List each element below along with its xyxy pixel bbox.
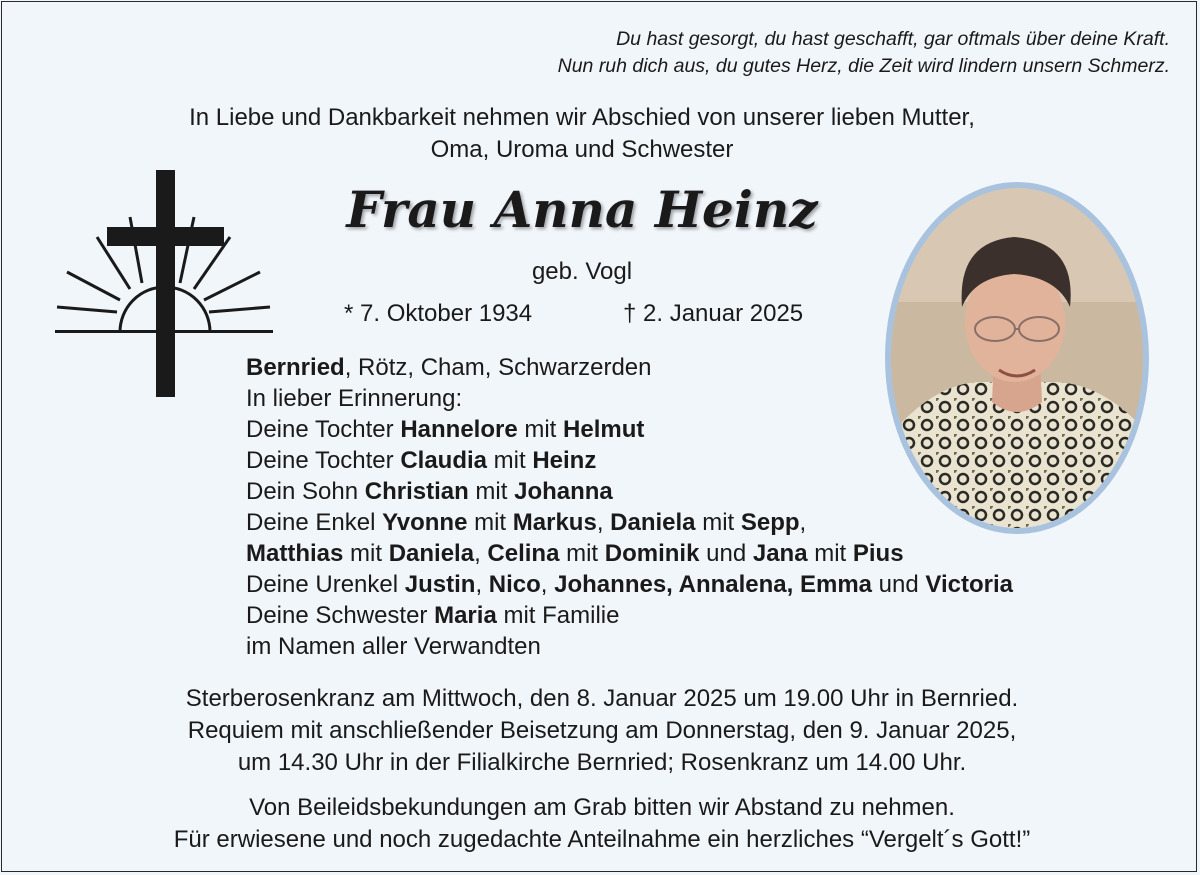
poem-line-1: Du hast gesorgt, du hast geschafft, gar oftmals über deine Kraft. <box>616 28 1170 50</box>
poem <box>558 26 1170 80</box>
person-name: Markus <box>512 509 597 536</box>
family-line <box>246 569 1013 600</box>
connector-text: , <box>799 509 807 536</box>
person-name: Helmut <box>563 416 645 443</box>
person-name: Pius <box>852 540 904 567</box>
birth-date: * 7. Oktober 1934 <box>344 300 533 327</box>
connector-text: mit <box>487 447 533 474</box>
intro-text <box>42 102 1122 166</box>
memory-heading: In lieber Erinnerung: <box>246 385 463 412</box>
connector-text: mit <box>343 540 389 567</box>
person-name: Matthias <box>246 540 344 567</box>
person-name: Celina <box>487 540 560 567</box>
connector-text: mit Familie <box>496 602 620 629</box>
person-name: Justin <box>404 571 476 598</box>
death-date: † 2. Januar 2025 <box>623 300 804 327</box>
connector-text: , <box>540 571 555 598</box>
person-name: Daniela <box>388 540 475 567</box>
family-list <box>246 352 1013 662</box>
deceased-name: Frau Anna Heinz <box>346 180 818 239</box>
person-name: Johannes, Annalena, Emma <box>554 571 873 598</box>
family-line <box>246 414 1013 445</box>
place-bold: Bernried <box>246 354 345 381</box>
closing-note <box>42 792 1162 856</box>
family-line <box>246 383 1013 414</box>
person-name: Heinz <box>532 447 597 474</box>
connector-text: , <box>474 540 488 567</box>
service-line-3: um 14.30 Uhr in der Filialkirche Bernried; Rosenkranz um 14.00 Uhr. <box>237 749 967 776</box>
closing-line-1: Von Beileidsbekundungen am Grab bitten wir Abstand zu nehmen. <box>249 794 955 821</box>
places-text: , Rötz, Cham, Schwarzerden <box>344 354 652 381</box>
person-name: Daniela <box>610 509 696 536</box>
connector-text: mit <box>468 478 515 505</box>
family-line <box>246 507 1013 538</box>
relation-text: Dein Sohn <box>246 478 365 505</box>
person-name: Jana <box>752 540 808 567</box>
obituary-card <box>1 1 1197 872</box>
person-name: Victoria <box>925 571 1014 598</box>
connector-text: , <box>475 571 489 598</box>
person-name: Christian <box>364 478 469 505</box>
cross-with-rising-sun-icon <box>52 167 277 407</box>
connector-text: mit <box>559 540 605 567</box>
service-line-1: Sterberosenkranz am Mittwoch, den 8. Januar 2025 um 19.00 Uhr in Bernried. <box>185 685 1019 712</box>
family-line <box>246 538 1013 569</box>
relation-text: Deine Enkel <box>246 509 383 536</box>
person-name: Nico <box>488 571 541 598</box>
intro-line-1: In Liebe und Dankbarkeit nehmen wir Abschied von unserer lieben Mutter, <box>189 104 975 131</box>
relation-text: Deine Tochter <box>246 447 401 474</box>
relatives-text: im Namen aller Verwandten <box>246 633 541 660</box>
maiden-name: geb. Vogl <box>531 258 633 285</box>
family-line <box>246 476 1013 507</box>
connector-text: mit <box>467 509 513 536</box>
connector-text: mit <box>517 416 564 443</box>
connector-text: mit <box>807 540 853 567</box>
relation-text: Deine Tochter <box>246 416 401 443</box>
family-line <box>246 600 1013 631</box>
family-line <box>246 352 1013 383</box>
person-name: Yvonne <box>382 509 468 536</box>
person-name: Sepp <box>740 509 800 536</box>
person-name: Maria <box>434 602 497 629</box>
relation-text: Deine Schwester <box>246 602 435 629</box>
relation-text: Deine Urenkel <box>246 571 405 598</box>
service-info <box>42 683 1162 779</box>
person-name: Hannelore <box>400 416 518 443</box>
person-name: Johanna <box>514 478 613 505</box>
family-line <box>246 445 1013 476</box>
service-line-2: Requiem mit anschließender Beisetzung am Donnerstag, den 9. Januar 2025, <box>187 717 1017 744</box>
connector-text: und <box>872 571 926 598</box>
poem-line-2: Nun ruh dich aus, du gutes Herz, die Zeit wird lindern unsern Schmerz. <box>557 55 1170 77</box>
person-name: Claudia <box>400 447 487 474</box>
intro-line-2: Oma, Uroma und Schwester <box>430 136 734 163</box>
connector-text: und <box>699 540 753 567</box>
family-line <box>246 631 1013 662</box>
closing-line-2: Für erwiesene und noch zugedachte Anteilnahme ein herzliches “Vergelt´s Gott!” <box>173 826 1031 853</box>
connector-text: , <box>596 509 611 536</box>
connector-text: mit <box>695 509 741 536</box>
person-name: Dominik <box>604 540 700 567</box>
